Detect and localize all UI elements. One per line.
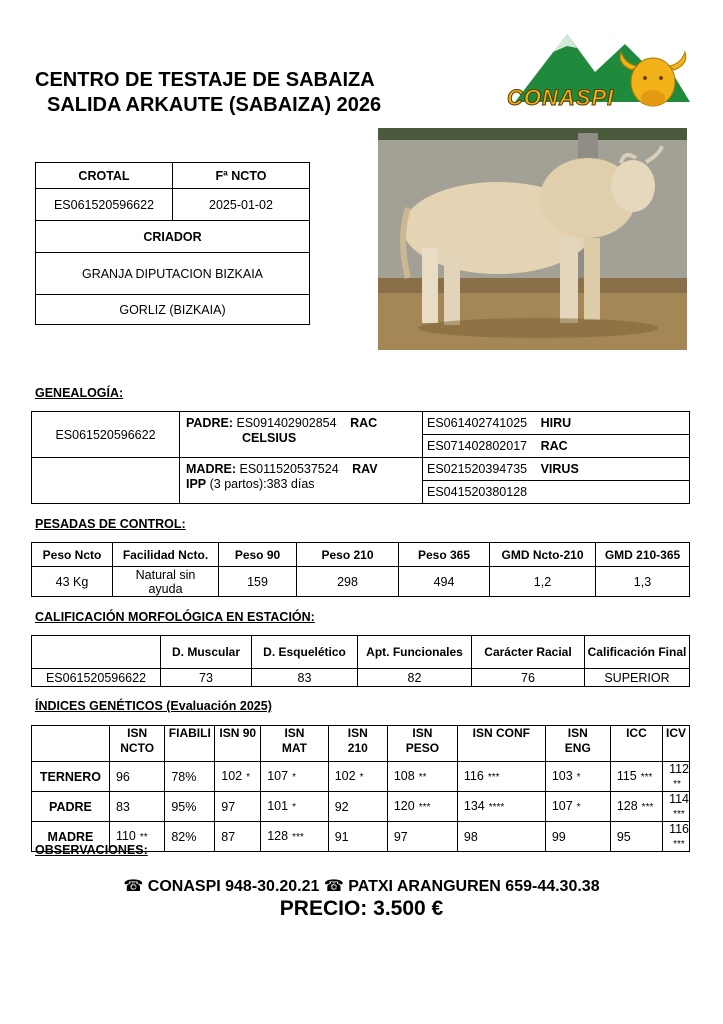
index-value: 134 <box>463 799 485 813</box>
page-title <box>35 68 381 118</box>
star-rating: **** <box>488 802 505 813</box>
index-value: 114 <box>669 792 689 806</box>
madre-cell <box>180 458 423 504</box>
cell-value: 83 <box>252 669 358 687</box>
bull-photo-image <box>378 128 687 350</box>
col-header: Peso 210 <box>297 543 399 567</box>
index-value: 83 <box>115 799 130 814</box>
star-rating: *** <box>641 802 654 813</box>
index-cell <box>261 822 328 852</box>
abuelo-3: ES021520394735 VIRUS <box>423 458 690 481</box>
star-rating: * <box>292 802 296 813</box>
animal-id: ES061520596622 <box>55 427 156 442</box>
col-header: ISN ENG <box>545 726 610 762</box>
criador-value: GRANJA DIPUTACION BIZKAIA <box>36 253 310 295</box>
cell-value: 1,2 <box>490 567 596 597</box>
madre-id: ES011520537524 <box>239 462 339 476</box>
cell-value: 298 <box>297 567 399 597</box>
star-rating: *** <box>292 832 304 843</box>
col-header: D. Muscular <box>161 636 252 669</box>
index-cell <box>109 762 164 792</box>
index-value: 99 <box>551 829 566 844</box>
fecha-value: 2025-01-02 <box>173 189 310 221</box>
crotal-value: ES061520596622 <box>36 189 173 221</box>
cell-value: 494 <box>399 567 490 597</box>
star-rating: *** <box>418 802 431 813</box>
animal-cell-lower <box>32 458 180 504</box>
index-cell <box>215 822 261 852</box>
col-header: ISN 210 <box>328 726 387 762</box>
row-label: MADRE <box>32 822 110 852</box>
index-value: 107 <box>551 799 573 813</box>
row-label: TERNERO <box>32 762 110 792</box>
genealogia-heading: GENEALOGÍA: <box>35 386 124 400</box>
calificacion-heading: CALIFICACIÓN MORFOLÓGICA EN ESTACIÓN: <box>35 610 315 624</box>
index-cell <box>165 792 215 822</box>
star-rating: * <box>359 772 364 783</box>
padre-abbr: RAC <box>350 416 378 430</box>
star-rating: ** <box>139 832 148 843</box>
index-cell <box>109 792 164 822</box>
madre-label: MADRE: <box>186 462 236 476</box>
padre-id: ES091402902854 <box>236 416 337 430</box>
star-rating: ** <box>418 772 427 783</box>
col-header <box>32 726 110 762</box>
row-label: PADRE <box>32 792 110 822</box>
index-cell <box>261 792 328 822</box>
title-line-2: SALIDA ARKAUTE (SABAIZA) 2026 <box>47 94 382 116</box>
contact-line <box>0 876 723 896</box>
index-value: 98 <box>463 829 478 844</box>
index-cell <box>545 792 610 822</box>
cell-value: ES061520596622 <box>32 669 161 687</box>
col-header: ISN 90 <box>215 726 261 762</box>
indices-table <box>31 725 690 852</box>
index-value: 103 <box>551 769 573 783</box>
star-rating: ** <box>673 779 681 790</box>
star-rating: * <box>576 802 581 813</box>
star-rating: *** <box>673 839 685 850</box>
index-value: 92 <box>334 799 349 814</box>
bull-photo <box>378 128 687 350</box>
indices-header-row <box>32 726 690 762</box>
index-value: 110 <box>115 829 136 843</box>
genealogy-table <box>31 411 690 504</box>
index-cell <box>545 822 610 852</box>
phone-icon: ☎ <box>123 878 148 895</box>
col-header: Apt. Funcionales <box>358 636 472 669</box>
abuelo-4: ES041520380128 <box>423 481 690 504</box>
index-value: 128 <box>267 829 289 843</box>
index-value: 87 <box>221 829 236 844</box>
col-header <box>32 636 161 669</box>
conaspi-logo <box>505 30 695 115</box>
abuelo-2: ES071402802017 RAC <box>423 435 690 458</box>
index-cell <box>663 822 690 852</box>
col-header: Peso Ncto <box>32 543 113 567</box>
index-value: 78% <box>171 769 197 784</box>
index-value: 96 <box>115 769 130 784</box>
calificacion-header-row <box>32 636 690 669</box>
cell-value: 73 <box>161 669 252 687</box>
star-rating: *** <box>487 772 500 783</box>
index-value: 120 <box>393 799 415 813</box>
abuelo-1: ES061402741025 HIRU <box>423 412 690 435</box>
cell-value: 76 <box>472 669 585 687</box>
star-rating: * <box>246 772 251 783</box>
index-value: 97 <box>221 799 236 814</box>
index-cell <box>545 762 610 792</box>
logo-text: CONASPI <box>507 85 615 110</box>
index-cell <box>610 792 662 822</box>
index-cell <box>387 822 457 852</box>
madre-ipp-detail: (3 partos):383 días <box>206 477 315 491</box>
cell-value: 1,3 <box>596 567 690 597</box>
contact-text: CONASPI 948-30.20.21 ☎ PATXI ARANGUREN 659-44.30.38 <box>147 878 600 895</box>
crotal-header: CROTAL <box>36 163 173 189</box>
pesadas-value-row <box>32 567 690 597</box>
price: PRECIO: 3.500 € <box>279 897 444 920</box>
index-value: 116 <box>669 822 689 836</box>
observaciones-heading: OBSERVACIONES: <box>35 843 148 857</box>
index-value: 97 <box>393 829 408 844</box>
index-cell <box>387 762 457 792</box>
col-header: Peso 90 <box>219 543 297 567</box>
padre-label: PADRE: <box>186 416 233 430</box>
calificacion-table <box>31 635 690 687</box>
index-value: 115 <box>616 769 637 783</box>
madre-ipp-label: IPP <box>186 477 207 491</box>
col-header: ISN CONF <box>457 726 545 762</box>
col-header: Carácter Racial <box>472 636 585 669</box>
madre-abbr: RAV <box>352 462 378 476</box>
col-header: Peso 365 <box>399 543 490 567</box>
padre-name: CELSIUS <box>242 431 297 445</box>
index-cell <box>165 822 215 852</box>
col-header: ICC <box>610 726 662 762</box>
cell-value: SUPERIOR <box>585 669 690 687</box>
index-value: 91 <box>334 829 349 844</box>
pesadas-header-row <box>32 543 690 567</box>
index-cell <box>457 792 545 822</box>
localidad-value: GORLIZ (BIZKAIA) <box>36 295 310 325</box>
animal-cell <box>32 412 180 458</box>
index-value: 102 <box>221 769 243 783</box>
col-header: Calificación Final <box>585 636 690 669</box>
index-cell <box>457 822 545 852</box>
index-cell <box>165 762 215 792</box>
col-header: ISN PESO <box>387 726 457 762</box>
criador-header: CRIADOR <box>36 221 310 253</box>
star-rating: * <box>292 772 296 783</box>
index-cell <box>328 792 387 822</box>
col-header: D. Esquelético <box>252 636 358 669</box>
cell-value: Natural sin ayuda <box>113 567 219 597</box>
index-value: 108 <box>393 769 415 783</box>
index-value: 102 <box>334 769 356 783</box>
index-value: 95% <box>171 799 197 814</box>
col-header: GMD 210-365 <box>596 543 690 567</box>
indices-heading: ÍNDICES GENÉTICOS (Evaluación 2025) <box>35 699 272 713</box>
index-cell <box>328 762 387 792</box>
calificacion-value-row <box>32 669 690 687</box>
col-header: ICV <box>663 726 690 762</box>
index-value: 82% <box>171 829 197 844</box>
index-cell <box>663 792 690 822</box>
cell-value: 43 Kg <box>32 567 113 597</box>
index-value: 128 <box>616 799 638 813</box>
padre-cell <box>180 412 423 458</box>
index-value: 101 <box>267 799 289 813</box>
index-cell <box>610 762 662 792</box>
col-header: Facilidad Ncto. <box>113 543 219 567</box>
indices-row <box>32 762 690 792</box>
pesadas-heading: PESADAS DE CONTROL: <box>35 517 186 531</box>
fecha-header: Fª NCTO <box>173 163 310 189</box>
index-value: 95 <box>616 829 631 844</box>
col-header: ISN NCTO <box>109 726 164 762</box>
index-value: 107 <box>267 769 289 783</box>
indices-row <box>32 792 690 822</box>
index-value: 116 <box>463 769 484 783</box>
index-cell <box>261 762 328 792</box>
cell-value: 82 <box>358 669 472 687</box>
title-line-1: CENTRO DE TESTAJE DE SABAIZA <box>35 69 375 91</box>
index-cell <box>215 792 261 822</box>
index-cell <box>215 762 261 792</box>
star-rating: * <box>576 772 581 783</box>
col-header: GMD Ncto-210 <box>490 543 596 567</box>
col-header: ISN MAT <box>261 726 328 762</box>
index-cell <box>663 762 690 792</box>
star-rating: *** <box>640 772 653 783</box>
index-cell <box>328 822 387 852</box>
col-header: FIABILI <box>165 726 215 762</box>
index-value: 112 <box>669 762 689 776</box>
star-rating: *** <box>673 809 685 820</box>
pesadas-table <box>31 542 690 597</box>
index-cell <box>610 822 662 852</box>
id-table <box>35 162 310 325</box>
cell-value: 159 <box>219 567 297 597</box>
index-cell <box>457 762 545 792</box>
index-cell <box>387 792 457 822</box>
